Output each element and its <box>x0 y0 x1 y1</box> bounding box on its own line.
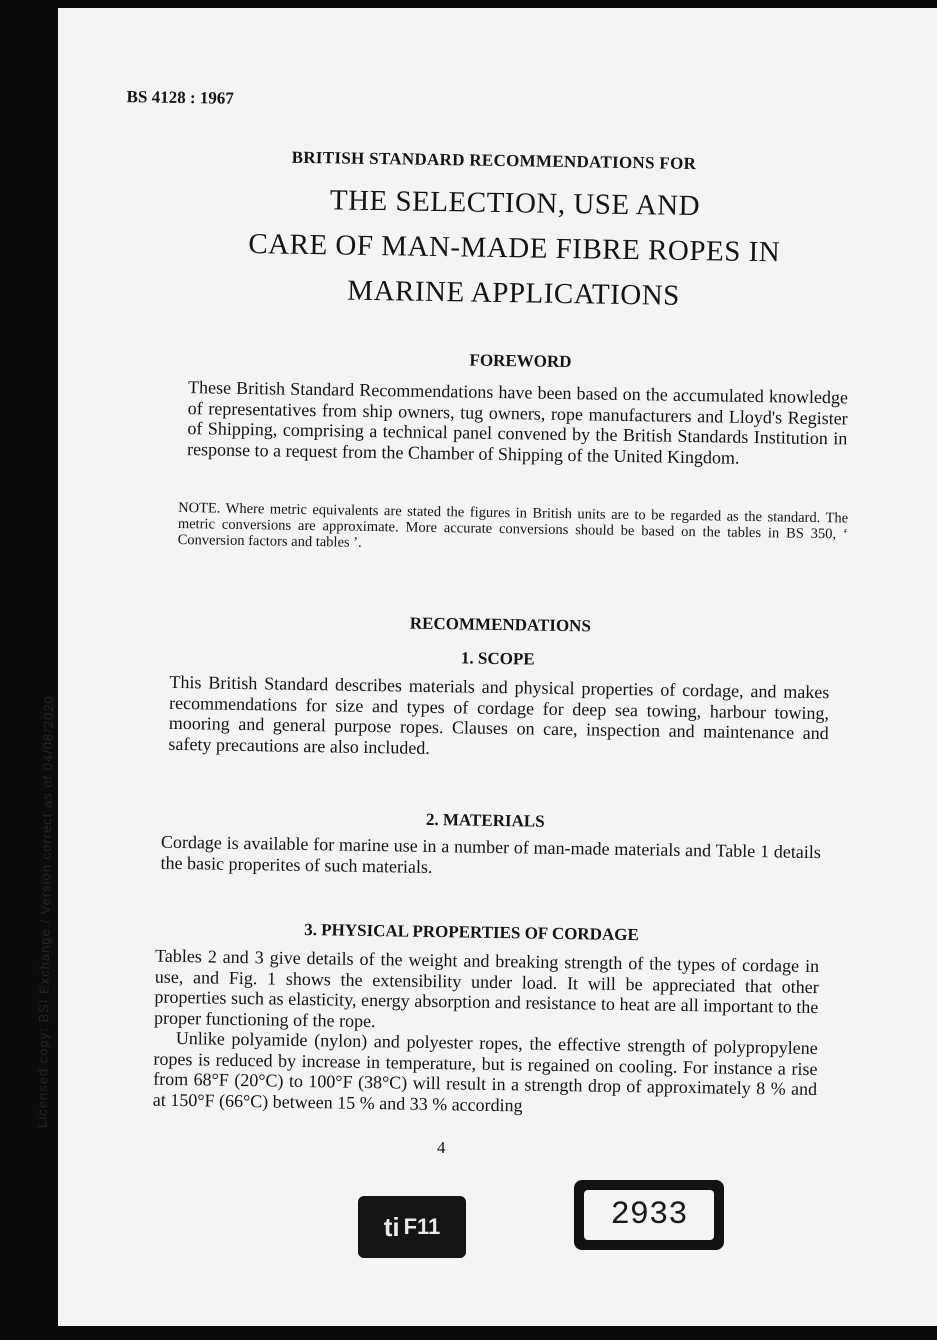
document-title <box>213 176 815 320</box>
page-content <box>34 8 937 1340</box>
intro-line: BRITISH STANDARD RECOMMENDATIONS FOR <box>291 147 697 174</box>
document-page <box>34 8 937 1326</box>
title-line: THE SELECTION, USE AND <box>329 184 701 223</box>
foreword-heading: FOREWORD <box>469 350 572 372</box>
standard-number: BS 4128 : 1967 <box>126 87 234 108</box>
ti-logo-icon: ti <box>383 1211 400 1242</box>
page-number: 4 <box>437 1138 446 1157</box>
materials-paragraph: Cordage is available for marine use in a number of man-made materials and Table 1 details the basic properites of such materials. <box>160 831 821 877</box>
document-id-label <box>574 1180 724 1250</box>
library-stamp-logo <box>358 1196 466 1258</box>
title-line: CARE OF MAN-MADE FIBRE ROPES IN <box>248 228 781 269</box>
physical-properties-heading: 3. PHYSICAL PROPERTIES OF CORDAGE <box>304 919 639 945</box>
polypropylene-paragraph: Unlike polyamide (nylon) and polyester ropes, the effective strength of polypropylene ropes is reduced by increase in temperature, but is regained on cooling. For instance a rise from 68°F (20°C) to 100°F (38°C) will result in a strength drop of approximately 8 % and at 150°F (66°C) between 15 % and 33 % according <box>152 1027 818 1115</box>
physical-properties-section <box>153 946 819 1120</box>
materials-heading: 2. MATERIALS <box>425 809 545 831</box>
document-id: 2933 <box>584 1190 714 1240</box>
foreword-note: NOTE. Where metric equivalents are stated the figures in British units are to be regarded as the standard. The metric conversions are approximate. More accurate conversions should be based on the tables in BS 350, ‘ Conversion factors and tables ’. <box>177 499 849 551</box>
logo-code: F11 <box>403 1214 441 1239</box>
scope-heading: 1. SCOPE <box>460 648 535 669</box>
recommendations-heading: RECOMMENDATIONS <box>409 613 592 636</box>
title-line: MARINE APPLICATIONS <box>347 274 681 312</box>
physical-properties-paragraph: Tables 2 and 3 give details of the weight and breaking strength of the types of cordage in use, and Fig. 1 shows the extensibility under load. It will be appreciated that other properties such as elasticity, energy absorption and resistance to heat are all important to the proper functioning of the rope. <box>154 945 820 1031</box>
margin-watermark: Licensed copy: BSI Exchange / Version correct as of 04/08/2020 <box>34 695 57 1129</box>
scope-paragraph: This British Standard describes materials and physical properties of cordage, and makes recommendations for size and types of cordage for deep sea towing, harbour towing, mooring and general purpose ropes. Clauses on care, inspection and maintenance and safety precautions are also included. <box>168 671 830 758</box>
foreword-paragraph: These British Standard Recommendations have been based on the accumulated knowledge of representatives from ship owners, tug owners, rope manufacturers and Lloyd's Register of Shipping, comprising a technical panel convened by the British Standards Institution in response to a request from the Chamber of Shipping of the United Kingdom. <box>186 377 849 468</box>
